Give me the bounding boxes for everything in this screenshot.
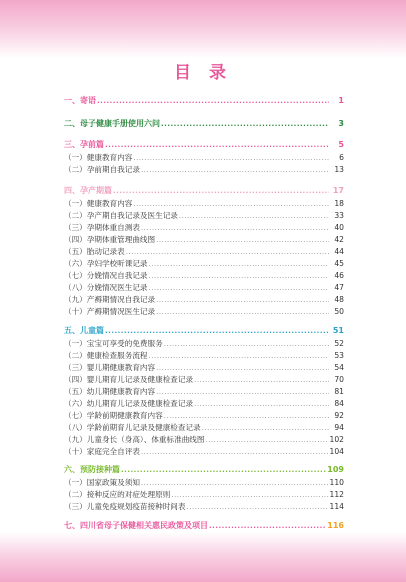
toc-leader-dots xyxy=(205,435,328,445)
toc-item[interactable] xyxy=(64,245,344,257)
toc-page-number: 84 xyxy=(334,399,344,408)
toc-item[interactable] xyxy=(64,305,344,317)
toc-item-label: （七）学龄前期健康教育内容 xyxy=(64,411,163,420)
toc-leader-dots xyxy=(171,490,328,500)
toc-leader-dots xyxy=(194,375,329,385)
toc-item[interactable] xyxy=(64,281,344,293)
toc-item[interactable] xyxy=(64,349,344,361)
toc-leader-dots xyxy=(149,271,329,281)
toc-leader-dots xyxy=(141,223,329,233)
toc-leader-dots xyxy=(161,119,329,129)
toc-leader-dots xyxy=(97,96,329,106)
toc-item[interactable] xyxy=(64,163,344,175)
toc-item-label: （一）健康教育内容 xyxy=(64,199,133,208)
toc-page-number: 13 xyxy=(334,165,344,174)
toc-leader-dots xyxy=(133,153,329,163)
toc-item[interactable] xyxy=(64,373,344,385)
toc-item[interactable] xyxy=(64,269,344,281)
toc-item-label: （十）家庭完全自评表 xyxy=(64,447,140,456)
toc-item-label: （一）宝宝可享受的免费服务 xyxy=(64,339,163,348)
toc-item-label: （二）孕前期自我记录 xyxy=(64,165,140,174)
toc-item[interactable] xyxy=(64,221,344,233)
toc-item[interactable] xyxy=(64,385,344,397)
toc-leader-dots xyxy=(156,387,329,397)
toc-section-label: 七、四川省母子保健相关惠民政策及项目 xyxy=(64,521,208,530)
toc-section-3[interactable] xyxy=(64,138,344,150)
toc-page-number: 104 xyxy=(329,447,344,456)
toc-leader-dots xyxy=(209,521,326,531)
toc-leader-dots xyxy=(113,186,329,196)
toc-item-label: （二）接种反应的对症处理原则 xyxy=(64,490,171,499)
toc-page-number: 47 xyxy=(334,283,344,292)
toc-item-label: （一）国家政策及须知 xyxy=(64,478,140,487)
toc-item[interactable] xyxy=(64,337,344,349)
toc-item[interactable] xyxy=(64,445,344,457)
top-decorative-band xyxy=(0,0,406,58)
toc-page-number: 44 xyxy=(334,247,344,256)
toc-item[interactable] xyxy=(64,293,344,305)
toc-leader-dots xyxy=(149,351,329,361)
toc-item-label: （八）学龄前期育儿记录及健康检查记录 xyxy=(64,423,201,432)
toc-page-number: 18 xyxy=(334,199,344,208)
toc-leader-dots xyxy=(149,259,329,269)
toc-page-number: 94 xyxy=(334,423,344,432)
toc-item-label: （六）幼儿期育儿记录及健康检查记录 xyxy=(64,399,194,408)
toc-item-label: （五）胎动记录表 xyxy=(64,247,125,256)
toc-page-number: 6 xyxy=(339,153,344,162)
toc-leader-dots xyxy=(164,339,329,349)
toc-page-number: 102 xyxy=(329,435,344,444)
toc-page-number: 114 xyxy=(329,502,344,511)
toc-item-label: （三）儿童免疫规划疫苗接种时间表 xyxy=(64,502,186,511)
toc-section-label: 五、儿童篇 xyxy=(64,326,104,335)
toc-page-number: 81 xyxy=(334,387,344,396)
toc-leader-dots xyxy=(133,199,329,209)
toc-item[interactable] xyxy=(64,488,344,500)
toc-section-label: 一、寄语 xyxy=(64,96,96,105)
toc-leader-dots xyxy=(141,478,329,488)
toc-item[interactable] xyxy=(64,476,344,488)
toc-section-7[interactable] xyxy=(64,519,344,531)
toc-item[interactable] xyxy=(64,197,344,209)
toc-leader-dots xyxy=(156,235,329,245)
toc-item[interactable] xyxy=(64,421,344,433)
toc-item[interactable] xyxy=(64,209,344,221)
toc-page-number: 92 xyxy=(334,411,344,420)
toc-page-number: 17 xyxy=(332,186,344,195)
toc-leader-dots xyxy=(187,502,329,512)
toc-item[interactable] xyxy=(64,233,344,245)
toc-section-label: 三、孕前篇 xyxy=(64,140,104,149)
toc-page-number: 1 xyxy=(338,96,344,105)
toc-page-number: 112 xyxy=(329,490,344,499)
toc-item[interactable] xyxy=(64,433,344,445)
toc-item[interactable] xyxy=(64,409,344,421)
toc-leader-dots xyxy=(121,465,326,475)
toc-leader-dots xyxy=(194,399,329,409)
toc-page-number: 52 xyxy=(334,339,344,348)
bottom-decorative-band xyxy=(0,532,406,582)
toc-leader-dots xyxy=(179,211,329,221)
toc-item-label: （四）孕期体重管理曲线图 xyxy=(64,235,156,244)
toc-section-1[interactable] xyxy=(64,94,344,106)
toc-item-label: （二）孕产期自我记录及医生记录 xyxy=(64,211,178,220)
toc-item-label: （二）健康检查服务流程 xyxy=(64,351,148,360)
toc-item-label: （四）婴儿期育儿记录及健康检查记录 xyxy=(64,375,194,384)
toc-leader-dots xyxy=(141,165,329,175)
toc-leader-dots xyxy=(156,363,329,373)
toc-leader-dots xyxy=(105,140,329,150)
toc-page-number: 109 xyxy=(327,465,344,474)
toc-item-label: （九）儿童身长（身高）、体重标准曲线图 xyxy=(64,435,205,444)
toc-item-label: （三）孕期体重自测表 xyxy=(64,223,140,232)
toc-page-number: 70 xyxy=(334,375,344,384)
toc-item[interactable] xyxy=(64,361,344,373)
toc-page-number: 116 xyxy=(327,521,344,530)
toc-item-label: （六）孕妇学校听课记录 xyxy=(64,259,148,268)
page-title: 目 录 xyxy=(174,63,232,83)
toc-leader-dots xyxy=(126,247,329,257)
toc-page-number: 3 xyxy=(338,119,344,128)
toc-item-label: （八）分娩情况医生记录 xyxy=(64,283,148,292)
toc-item[interactable] xyxy=(64,500,344,512)
toc-leader-dots xyxy=(156,307,329,317)
toc-page-number: 5 xyxy=(338,140,344,149)
toc-item[interactable] xyxy=(64,397,344,409)
toc-page-number: 33 xyxy=(334,211,344,220)
toc-item-label: （九）产褥期情况自我记录 xyxy=(64,295,156,304)
toc-page-number: 54 xyxy=(334,363,344,372)
toc-leader-dots xyxy=(141,447,329,457)
toc-page-number: 42 xyxy=(334,235,344,244)
toc-item-label: （十）产褥期情况医生记录 xyxy=(64,307,156,316)
toc-page-number: 110 xyxy=(329,478,344,487)
toc-item-label: （三）婴儿期健康教育内容 xyxy=(64,363,156,372)
toc-page-number: 51 xyxy=(332,326,344,335)
toc-section-5[interactable] xyxy=(64,324,344,336)
toc-item-label: （一）健康教育内容 xyxy=(64,153,133,162)
toc-page-number: 45 xyxy=(334,259,344,268)
toc-section-4[interactable] xyxy=(64,184,344,196)
toc-section-label: 四、孕产期篇 xyxy=(64,186,112,195)
toc-item-label: （七）分娩情况自我记录 xyxy=(64,271,148,280)
toc-page-number: 50 xyxy=(334,307,344,316)
toc-item[interactable] xyxy=(64,151,344,163)
toc-item[interactable] xyxy=(64,257,344,269)
toc-page-number: 46 xyxy=(334,271,344,280)
toc-leader-dots xyxy=(105,326,329,336)
toc-page-number: 53 xyxy=(334,351,344,360)
toc-section-label: 六、预防接种篇 xyxy=(64,465,120,474)
toc-page-number: 48 xyxy=(334,295,344,304)
toc-page-number: 40 xyxy=(334,223,344,232)
toc-leader-dots xyxy=(149,283,329,293)
toc-leader-dots xyxy=(156,295,329,305)
toc-leader-dots xyxy=(164,411,329,421)
toc-item-label: （五）幼儿期健康教育内容 xyxy=(64,387,156,396)
toc-section-6[interactable] xyxy=(64,463,344,475)
toc-leader-dots xyxy=(202,423,329,433)
toc-section-2[interactable] xyxy=(64,117,344,129)
toc-section-label: 二、母子健康手册使用六问 xyxy=(64,119,160,128)
